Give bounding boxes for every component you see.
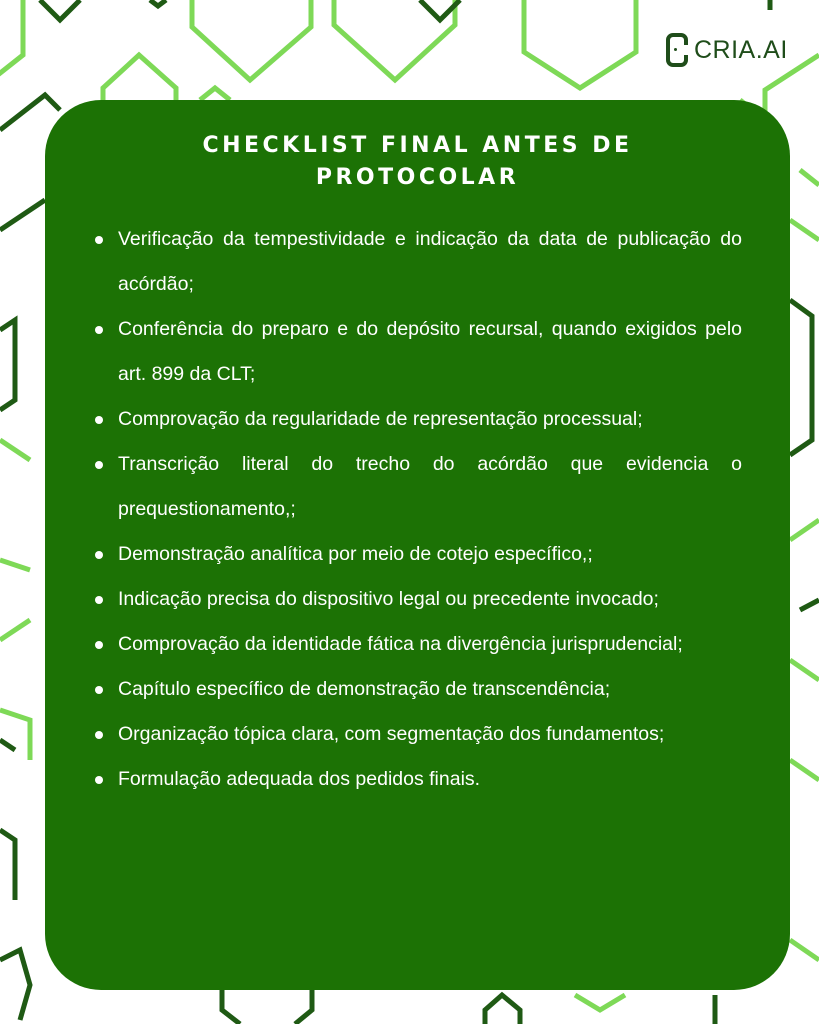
checklist-card (45, 100, 790, 990)
checklist-item: Formulação adequada dos pedidos finais. (95, 757, 742, 802)
brand-logo (666, 32, 788, 68)
checklist-item: Comprovação da regularidade de representação processual; (95, 397, 742, 442)
brand-name: CRIA.AI (694, 35, 788, 64)
checklist-item: Transcrição literal do trecho do acórdão que evidencia o prequestionamento,; (95, 442, 742, 532)
checklist-item: Capítulo específico de demonstração de transcendência; (95, 667, 742, 712)
bullet-icon (95, 551, 103, 559)
bullet-icon (95, 686, 103, 694)
checklist (95, 217, 742, 802)
bullet-icon (95, 236, 103, 244)
bracket-logo-icon (666, 33, 688, 67)
checklist-item: Comprovação da identidade fática na divergência jurisprudencial; (95, 622, 742, 667)
card-title-line-2: PROTOCOLAR (315, 165, 520, 190)
bullet-icon (95, 731, 103, 739)
checklist-item: Demonstração analítica por meio de cotejo específico,; (95, 532, 742, 577)
checklist-item: Indicação precisa do dispositivo legal ou precedente invocado; (95, 577, 742, 622)
bullet-icon (95, 596, 103, 604)
bullet-icon (95, 416, 103, 424)
card-title (45, 130, 790, 194)
bullet-icon (95, 461, 103, 469)
checklist-item: Verificação da tempestividade e indicação da data de publicação do acórdão; (95, 217, 742, 307)
bullet-icon (95, 776, 103, 784)
card-title-line-1: CHECKLIST FINAL ANTES DE (202, 133, 633, 158)
checklist-item: Organização tópica clara, com segmentação dos fundamentos; (95, 712, 742, 757)
bullet-icon (95, 326, 103, 334)
bullet-icon (95, 641, 103, 649)
checklist-item: Conferência do preparo e do depósito recursal, quando exigidos pelo art. 899 da CLT; (95, 307, 742, 397)
